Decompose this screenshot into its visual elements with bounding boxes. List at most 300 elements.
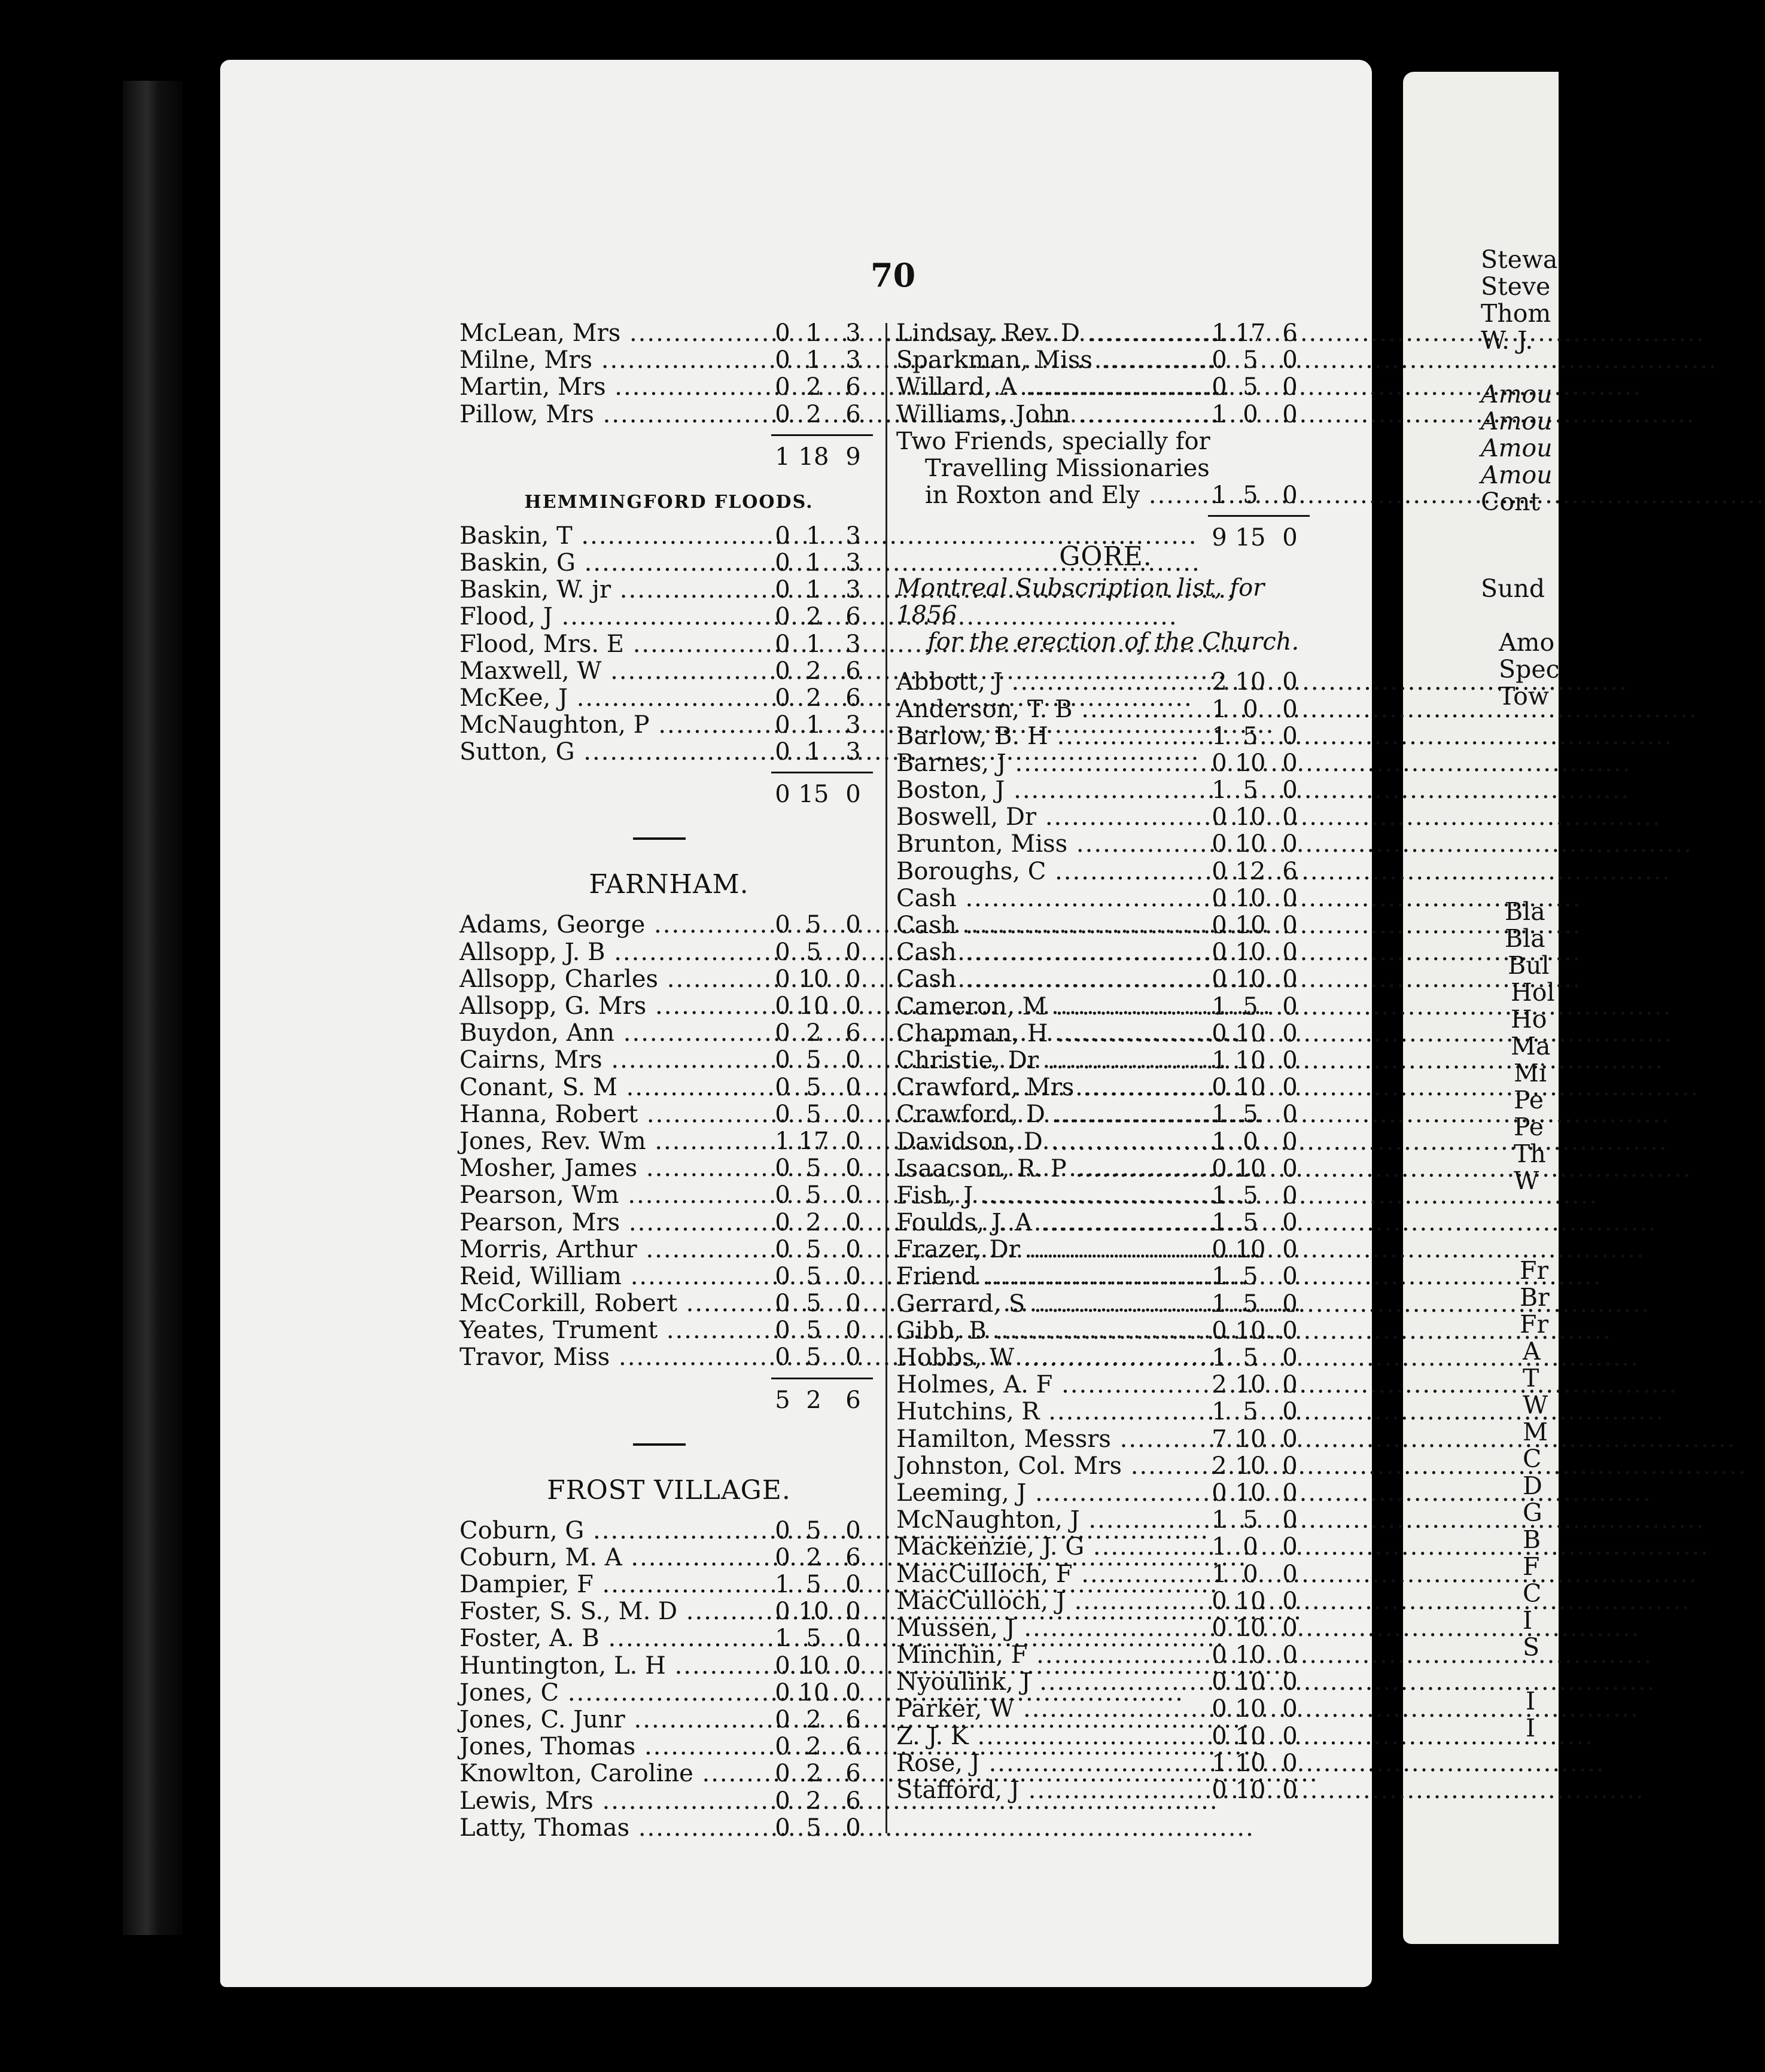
amount-pence: 0 — [845, 1343, 861, 1372]
amount-pence: 0 — [1282, 1722, 1298, 1750]
amount-pence: 0 — [845, 1317, 861, 1345]
amount-shillings: 5 — [1243, 1290, 1258, 1318]
amount-pence: 0 — [1282, 1101, 1298, 1129]
amount-pence: 0 — [845, 1516, 861, 1544]
amount-pounds: 0 — [775, 1760, 790, 1788]
amount-pence: 0 — [1282, 1479, 1298, 1507]
amount-pounds: 0 — [775, 1046, 790, 1074]
next-page-fragment: Thom — [1481, 299, 1551, 328]
section-heading: FARNHAM. — [589, 869, 749, 900]
list-item — [459, 1598, 878, 1625]
amount-pence: 0 — [845, 1598, 861, 1626]
list-item — [896, 696, 1315, 723]
entry-name: Hanna, Robert ..... — [459, 1101, 771, 1128]
entry-name: Z. J. K ..... — [896, 1723, 1208, 1750]
amount-pounds: 0 — [1212, 830, 1227, 858]
amount-shillings: 2 — [806, 603, 821, 631]
amount-pence: 0 — [1282, 1425, 1298, 1453]
list-item — [459, 1236, 878, 1263]
amount-pounds: 1 — [1212, 1101, 1227, 1129]
amount-shillings: 2 — [806, 684, 821, 712]
list-item — [459, 993, 878, 1020]
amount-pence: 0 — [1282, 1128, 1298, 1156]
amount-pounds: 2 — [1212, 668, 1227, 696]
amount-pounds: 1 — [1212, 1506, 1227, 1534]
amount-pence: 0 — [1282, 1263, 1298, 1291]
next-page-fragment: Bul — [1508, 951, 1550, 980]
amount-pence: 0 — [1282, 373, 1298, 401]
list-item — [896, 1129, 1315, 1156]
entry-name: Rose, J ..... — [896, 1750, 1208, 1777]
amount-shillings: 17 — [798, 1127, 829, 1155]
list-item — [896, 804, 1315, 831]
amount-pence: 0 — [1282, 1749, 1298, 1777]
amount-shillings: 2 — [806, 1019, 821, 1047]
amount-pounds: 0 — [775, 965, 790, 993]
entry-name: McKee, J ..... — [459, 685, 771, 712]
amount-pounds: 0 — [775, 1154, 790, 1183]
list-item — [459, 1571, 878, 1598]
entry-name: Lewis, Mrs ..... — [459, 1788, 771, 1815]
total-values — [771, 781, 873, 808]
amount-pence: 0 — [845, 911, 861, 939]
entry-name: Cash ..... — [896, 885, 1208, 912]
list-item — [896, 347, 1315, 374]
amount-pounds: 0 — [775, 1181, 790, 1209]
amount-pence: 0 — [1282, 668, 1298, 696]
list-item — [459, 658, 878, 685]
amount-pence: 6 — [845, 1760, 861, 1788]
list-item — [896, 1750, 1315, 1777]
entry-name: Barlow, B. H ..... — [896, 723, 1208, 750]
entry-name: McLean, Mrs ..... — [459, 320, 771, 347]
amount-shillings: 5 — [806, 1235, 821, 1263]
amount-shillings: 10 — [1235, 1587, 1266, 1615]
entry-name: Baskin, T ..... — [459, 523, 771, 550]
list-item — [459, 1317, 878, 1344]
list-item — [896, 1372, 1315, 1398]
entry-name: Foster, A. B ..... — [459, 1625, 771, 1652]
section-heading: HEMMINGFORD FLOODS. — [524, 491, 814, 513]
section-dash — [459, 819, 878, 858]
list-item — [896, 1588, 1315, 1615]
entry-name: Travor, Miss ..... — [459, 1344, 771, 1371]
amount-pounds: 2 — [1212, 1452, 1227, 1480]
amount-pence: 0 — [845, 1127, 861, 1155]
amount-shillings: 1 — [806, 522, 821, 550]
next-page-fragment: Fr — [1520, 1310, 1549, 1339]
entry-name: Coburn, M. A ..... — [459, 1544, 771, 1571]
amount-pence: 3 — [845, 711, 861, 739]
amount-shillings: 10 — [798, 992, 829, 1020]
entry-name: Foster, S. S., M. D ..... — [459, 1598, 771, 1625]
amount-pounds: 0 — [1212, 1154, 1227, 1183]
amount-pence: 0 — [1282, 912, 1298, 939]
list-item — [459, 1733, 878, 1760]
entry-name: Christie, Dr ..... — [896, 1047, 1208, 1074]
amount-shillings: 5 — [806, 1154, 821, 1183]
amount-pounds: 0 — [775, 1598, 790, 1626]
amount-pence: 6 — [845, 1733, 861, 1761]
amount-pence: 0 — [1282, 482, 1298, 510]
amount-pence: 0 — [1282, 1398, 1298, 1426]
amount-pounds: 0 — [1212, 1614, 1227, 1642]
next-page-fragment: Fr — [1520, 1256, 1549, 1285]
amount-pence: 0 — [1282, 1046, 1298, 1074]
list-item — [459, 1518, 878, 1544]
amount-shillings: 5 — [806, 1181, 821, 1209]
amount-pounds: 1 — [1212, 482, 1227, 510]
amount-pounds: 0 — [775, 400, 790, 428]
amount-pounds: 1 — [1212, 1128, 1227, 1156]
entry-name: Brunton, Miss ..... — [896, 831, 1208, 858]
entry-name: Jones, C ..... — [459, 1680, 771, 1707]
amount-pence: 0 — [1282, 1668, 1298, 1696]
entry-name: Conant, S. M ..... — [459, 1074, 771, 1101]
entry-name: Davidson, D ..... — [896, 1129, 1208, 1156]
amount-pounds: 1 — [775, 1571, 790, 1598]
entry-name: Isaacson, R. P ..... — [896, 1156, 1208, 1183]
entry-name: Williams, John ..... — [896, 401, 1208, 428]
amount-pounds: 0 — [1212, 857, 1227, 885]
amount-pounds: 0 — [1212, 749, 1227, 777]
entry-name: Knowlton, Caroline ..... — [459, 1760, 771, 1787]
right-column — [896, 320, 1315, 1804]
amount-pence: 6 — [845, 1705, 861, 1733]
next-page-fragment: Amo — [1499, 628, 1555, 657]
entry-name: McNaughton, J ..... — [896, 1507, 1208, 1534]
list-item — [896, 1345, 1315, 1372]
entry-name: Cash ..... — [896, 912, 1208, 939]
amount-shillings: 10 — [1235, 1749, 1266, 1777]
amount-pounds: 0 — [1212, 1587, 1227, 1615]
total-pence: 0 — [1282, 524, 1298, 552]
list-item — [896, 858, 1315, 885]
amount-pence: 0 — [1282, 346, 1298, 374]
next-page-fragment: Th — [1514, 1139, 1546, 1168]
entry-name: Flood, Mrs. E ..... — [459, 631, 771, 658]
entry-name: Minchin, F ..... — [896, 1642, 1208, 1669]
amount-pounds: 0 — [775, 1208, 790, 1236]
list-item — [459, 320, 878, 347]
amount-pounds: 1 — [1212, 722, 1227, 750]
amount-pounds: 0 — [775, 549, 790, 577]
amount-pence: 0 — [1282, 992, 1298, 1020]
amount-pence: 0 — [1282, 1236, 1298, 1264]
list-item — [896, 912, 1315, 939]
list-item — [459, 1209, 878, 1236]
next-page-fragment: I — [1526, 1714, 1536, 1742]
amount-pence: 6 — [845, 1543, 861, 1571]
entry-name: Chapman, H ..... — [896, 1020, 1208, 1047]
amount-shillings: 10 — [798, 1598, 829, 1626]
book-spine — [123, 81, 182, 1935]
list-item — [459, 1182, 878, 1209]
amount-pence: 0 — [1282, 400, 1298, 428]
amount-shillings: 10 — [1235, 884, 1266, 912]
amount-pence: 3 — [845, 549, 861, 577]
amount-shillings: 1 — [806, 711, 821, 739]
total-shillings: 15 — [798, 781, 829, 809]
entry-name: MacCulloch, J ..... — [896, 1588, 1208, 1615]
entry-name: Adams, George ..... — [459, 912, 771, 939]
entry-name: Hutchins, R ..... — [896, 1398, 1208, 1425]
entry-name: Coburn, G ..... — [459, 1518, 771, 1544]
amount-shillings: 0 — [1243, 695, 1258, 723]
amount-pence: 0 — [1282, 1533, 1298, 1561]
entry-name: Cairns, Mrs ..... — [459, 1047, 771, 1074]
section-total — [896, 509, 1315, 552]
entry-name: Leeming, J ..... — [896, 1480, 1208, 1507]
amount-pounds: 0 — [1212, 1074, 1227, 1102]
amount-pence: 6 — [1282, 319, 1298, 347]
list-item — [896, 1696, 1315, 1723]
next-page-fragment: Sund — [1481, 574, 1545, 603]
list-item — [896, 1669, 1315, 1696]
list-item — [459, 604, 878, 630]
section-total — [459, 428, 878, 482]
amount-shillings: 10 — [1235, 1614, 1266, 1642]
amount-shillings: 10 — [1235, 1236, 1266, 1264]
amount-pounds: 1 — [775, 1625, 790, 1653]
amount-shillings: 10 — [1235, 830, 1266, 858]
next-page-fragment: F — [1523, 1552, 1540, 1581]
entry-name: Gerrard, S ..... — [896, 1291, 1208, 1318]
total-shillings: 18 — [798, 443, 829, 471]
amount-pence: 0 — [1282, 1452, 1298, 1480]
amount-pounds: 1 — [1212, 1263, 1227, 1291]
next-page-fragment: I — [1523, 1606, 1533, 1635]
entry-name: Anderson, T. B ..... — [896, 696, 1208, 723]
list-item — [459, 1290, 878, 1317]
amount-pence: 0 — [1282, 1614, 1298, 1642]
amount-pence: 0 — [845, 1235, 861, 1263]
list-item — [459, 1707, 878, 1733]
amount-pounds: 0 — [775, 1262, 790, 1290]
amount-shillings: 0 — [1243, 1128, 1258, 1156]
amount-shillings: 17 — [1235, 319, 1266, 347]
amount-pounds: 0 — [775, 1543, 790, 1571]
amount-pounds: 1 — [1212, 1749, 1227, 1777]
amount-pence: 0 — [1282, 939, 1298, 967]
list-item — [896, 994, 1315, 1020]
entry-name: Cameron, M ..... — [896, 994, 1208, 1020]
amount-pounds: 0 — [1212, 912, 1227, 939]
list-item — [896, 1615, 1315, 1642]
amount-pounds: 0 — [775, 1787, 790, 1815]
list-item — [459, 550, 878, 577]
amount-shillings: 10 — [1235, 1641, 1266, 1669]
amount-shillings: 10 — [1235, 1479, 1266, 1507]
next-page-fragment: Tow — [1499, 682, 1549, 711]
next-page-fragment: Br — [1520, 1283, 1550, 1312]
list-item — [896, 1723, 1315, 1750]
entry-name: Jones, Rev. Wm ..... — [459, 1128, 771, 1155]
amount-pence: 0 — [1282, 1777, 1298, 1804]
amount-pounds: 0 — [1212, 1317, 1227, 1345]
amount-pounds: 0 — [775, 1073, 790, 1101]
amount-pence: 0 — [1282, 1154, 1298, 1183]
amount-pounds: 0 — [1212, 965, 1227, 994]
total-rule — [771, 772, 873, 773]
list-item — [896, 885, 1315, 912]
next-page-fragment: W — [1514, 1166, 1539, 1195]
list-item — [459, 912, 878, 939]
amount-pence: 3 — [845, 738, 861, 766]
next-page-fragment: Spec — [1499, 655, 1560, 684]
list-item — [896, 1453, 1315, 1480]
list-item — [896, 831, 1315, 858]
amount-shillings: 1 — [806, 576, 821, 604]
entry-name: Latty, Thomas ..... — [459, 1815, 771, 1842]
amount-pence: 0 — [1282, 1344, 1298, 1372]
amount-pence: 0 — [845, 1154, 861, 1183]
list-item — [459, 631, 878, 658]
amount-shillings: 10 — [1235, 1317, 1266, 1345]
entry-name: Foulds, J. A ..... — [896, 1209, 1208, 1236]
amount-shillings: 5 — [806, 911, 821, 939]
total-shillings: 2 — [806, 1386, 821, 1414]
amount-pence: 0 — [1282, 776, 1298, 805]
amount-pounds: 1 — [1212, 319, 1227, 347]
amount-pounds: 0 — [775, 319, 790, 347]
next-page-fragment: Mi — [1514, 1059, 1547, 1087]
total-rule — [771, 1378, 873, 1379]
list-item — [896, 401, 1315, 428]
entry-name: Mussen, J ..... — [896, 1615, 1208, 1642]
entry-name: Sparkman, Miss ..... — [896, 347, 1208, 374]
next-page-fragment: W. J. — [1481, 326, 1533, 355]
amount-shillings: 5 — [806, 1516, 821, 1544]
list-item — [896, 966, 1315, 993]
amount-shillings: 2 — [806, 1733, 821, 1761]
total-pounds: 5 — [775, 1386, 790, 1414]
entry-name: Hobbs, W ..... — [896, 1345, 1208, 1372]
entry-name: Flood, J ..... — [459, 604, 771, 630]
entry-name: Pearson, Wm ..... — [459, 1182, 771, 1209]
subscription-note-line1: Montreal Subscription list, for 1856 — [896, 574, 1265, 629]
amount-pounds: 0 — [775, 738, 790, 766]
list-item — [459, 685, 878, 712]
list-item — [459, 577, 878, 604]
list-item — [459, 1074, 878, 1101]
entry-name: Allsopp, Charles ..... — [459, 966, 771, 993]
amount-shillings: 5 — [1243, 346, 1258, 374]
section-total — [459, 1372, 878, 1425]
amount-pence: 0 — [1282, 1695, 1298, 1723]
amount-shillings: 2 — [806, 1760, 821, 1788]
entry-name: Friend ..... — [896, 1263, 1208, 1290]
total-pence: 9 — [845, 443, 861, 471]
next-page-fragment: S — [1523, 1633, 1540, 1662]
amount-shillings: 12 — [1235, 857, 1266, 885]
amount-pounds: 0 — [1212, 803, 1227, 831]
entry-name: Fish, J ..... — [896, 1183, 1208, 1209]
next-page-fragment: G — [1523, 1498, 1542, 1527]
next-page-fragment: Ma — [1511, 1032, 1551, 1061]
amount-pounds: 0 — [1212, 1777, 1227, 1804]
next-page-fragment: Bla — [1505, 924, 1545, 953]
amount-pence: 0 — [1282, 1560, 1298, 1588]
amount-pounds: 1 — [775, 1127, 790, 1155]
total-pence: 6 — [845, 1386, 861, 1414]
amount-pence: 3 — [845, 346, 861, 374]
amount-shillings: 1 — [806, 549, 821, 577]
amount-pence: 0 — [845, 1181, 861, 1209]
amount-shillings: 5 — [1243, 482, 1258, 510]
list-item — [896, 1047, 1315, 1074]
amount-pence: 0 — [1282, 695, 1298, 723]
amount-pounds: 0 — [775, 1678, 790, 1707]
amount-pence: 0 — [845, 1290, 861, 1318]
amount-shillings: 10 — [1235, 1695, 1266, 1723]
list-item — [896, 750, 1315, 777]
amount-pence: 0 — [1282, 1074, 1298, 1102]
list-item — [459, 1544, 878, 1571]
amount-shillings: 5 — [1243, 1344, 1258, 1372]
entry-name: Milne, Mrs ..... — [459, 347, 771, 374]
dash-line — [633, 1443, 686, 1446]
list-item — [896, 939, 1315, 966]
entry-name: Huntington, L. H ..... — [459, 1653, 771, 1680]
list-item — [896, 374, 1315, 401]
entry-name: Johnston, Col. Mrs ..... — [896, 1453, 1208, 1480]
amount-shillings: 10 — [1235, 803, 1266, 831]
amount-pounds: 0 — [775, 1733, 790, 1761]
entry-name: Baskin, W. jr ..... — [459, 577, 771, 604]
amount-shillings: 5 — [1243, 1398, 1258, 1426]
entry-name: McCorkill, Robert ..... — [459, 1290, 771, 1317]
amount-pence: 3 — [845, 522, 861, 550]
amount-shillings: 2 — [806, 657, 821, 685]
amount-pence: 0 — [1282, 1019, 1298, 1047]
next-page-fragment: A — [1523, 1337, 1541, 1366]
amount-shillings: 5 — [1243, 1506, 1258, 1534]
amount-pence: 0 — [845, 1571, 861, 1598]
entry-name: Nyoulink, J ..... — [896, 1669, 1208, 1696]
amount-shillings: 5 — [806, 1343, 821, 1372]
amount-pence: 0 — [845, 1100, 861, 1128]
amount-shillings: 2 — [806, 1543, 821, 1571]
list-item — [896, 669, 1315, 696]
amount-pence: 6 — [845, 603, 861, 631]
section-heading: FROST VILLAGE. — [547, 1474, 791, 1506]
list-item — [896, 1183, 1315, 1209]
entry-name: Pearson, Mrs ..... — [459, 1209, 771, 1236]
amount-pence: 0 — [1282, 749, 1298, 777]
amount-shillings: 0 — [1243, 1560, 1258, 1588]
amount-shillings: 1 — [806, 738, 821, 766]
total-values — [771, 444, 873, 471]
list-item — [896, 1561, 1315, 1588]
amount-pence: 0 — [1282, 1587, 1298, 1615]
list-item — [459, 1155, 878, 1182]
amount-pounds: 1 — [1212, 1398, 1227, 1426]
amount-pounds: 0 — [775, 1019, 790, 1047]
list-item — [459, 1344, 878, 1371]
amount-shillings: 5 — [1243, 1209, 1258, 1237]
amount-pounds: 0 — [1212, 1695, 1227, 1723]
entry-name: Boston, J ..... — [896, 777, 1208, 804]
list-item — [896, 723, 1315, 750]
amount-shillings: 5 — [1243, 722, 1258, 750]
amount-pounds: 0 — [1212, 1668, 1227, 1696]
amount-pence: 0 — [1282, 1506, 1298, 1534]
amount-pounds: 0 — [1212, 1236, 1227, 1264]
amount-pence: 0 — [1282, 1290, 1298, 1318]
amount-pounds: 1 — [1212, 1560, 1227, 1588]
amount-shillings: 10 — [1235, 912, 1266, 939]
